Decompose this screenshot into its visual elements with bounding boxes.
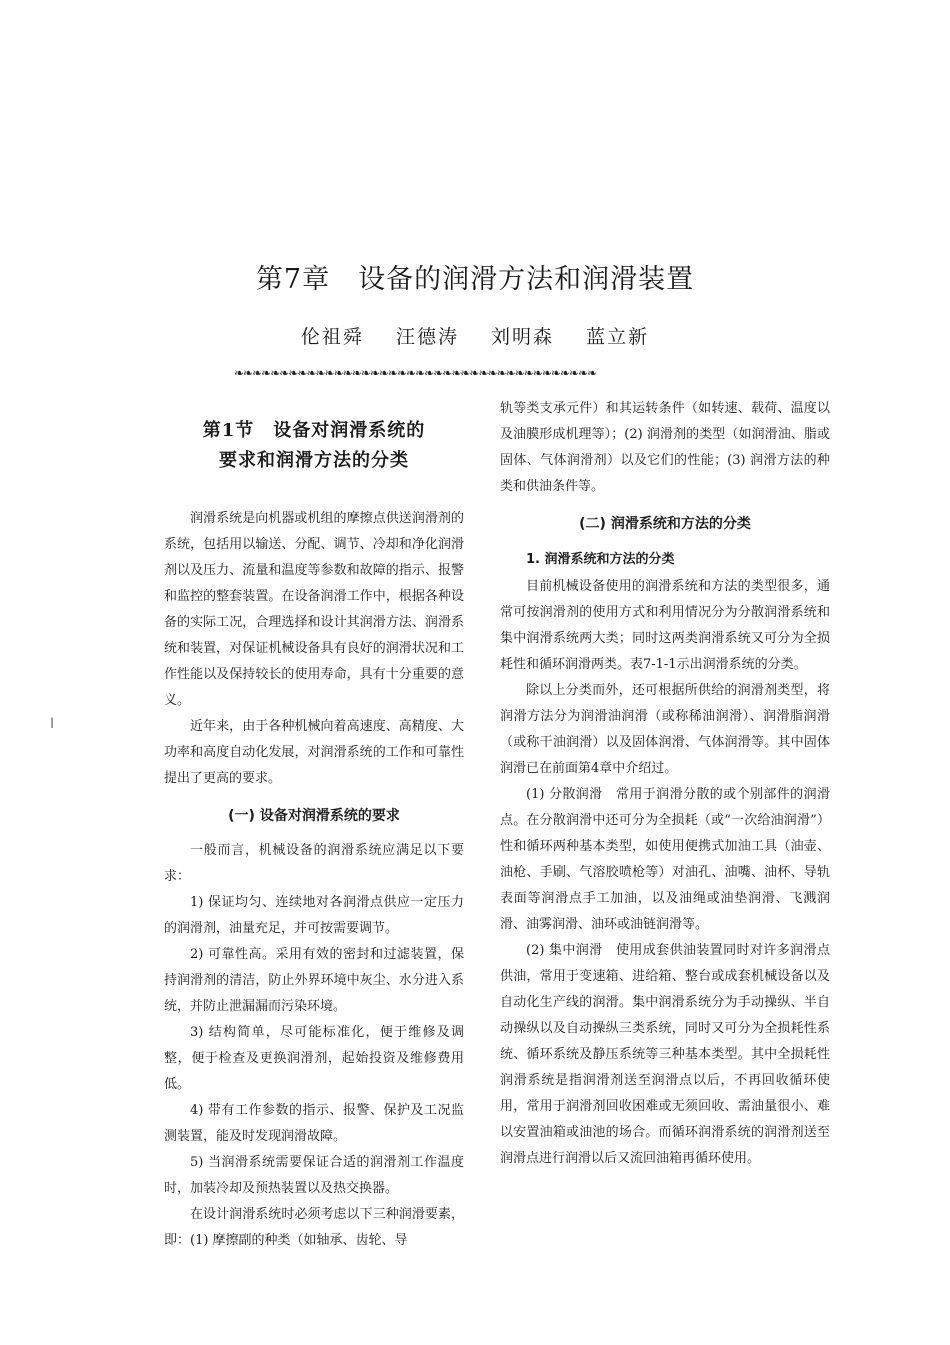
list-item: 4) 带有工作参数的指示、报警、保护及工况监测装置，能及时发现润滑故障。: [164, 1103, 464, 1144]
left-column: [164, 396, 464, 1254]
subsection-heading: (一) 设备对润滑系统的要求: [228, 808, 400, 824]
author-name: 伦祖舜: [300, 326, 364, 348]
paragraph: 目前机械设备使用的润滑系统和方法的类型很多，通常可按润滑剂的使用方式和利用情况分为分散润滑系统和集中润滑系统两大类；同时这两类润滑系统又可分为全损耗性和循环润滑两类。表7-1-1示出润滑系统的分类。: [500, 579, 830, 672]
right-column: [500, 396, 830, 1172]
paragraph: 在设计润滑系统时必须考虑以下三种润滑要素，即：(1) 摩擦副的种类（如轴承、齿轮、导: [164, 1207, 464, 1248]
list-item: 2) 可靠性高。采用有效的密封和过滤装置，保持润滑剂的清洁，防止外界环境中灰尘、水分进入系统，并防止泄漏漏而污染环境。: [164, 947, 464, 1014]
author-name: 刘明森: [491, 326, 555, 348]
paragraph: 除以上分类而外，还可根据所供给的润滑剂类型，将润滑方法分为润滑油润滑（或称稀油润滑）、润滑脂润滑（或称干油润滑）以及固体润滑、气体润滑等。其中固体润滑已在前面第4章中介绍过。: [500, 683, 830, 776]
paragraph: (2) 集中润滑 使用成套供油装置同时对许多润滑点供油，常用于变速箱、进给箱、整台或成套机械设备以及自动化生产线的润滑。集中润滑系统分为手动操纵、半自动操纵以及自动操纵三类系统，同时又可分为全损耗性系统、循环系统及静压系统等三种基本类型。其中全损耗性润滑系统是指润滑剂送至润滑点以后，不再回收循环使用，常用于润滑剂回收困难或无须回收、需油量很小、难以安置油箱或油池的场合。而循环润滑系统的润滑剂送至润滑点进行润滑以后又流回油箱再循环使用。: [500, 943, 830, 1166]
paragraph: 轨等类支承元件）和其运转条件（如转速、载荷、温度以及油膜形成机理等）；(2) 润滑剂的类型（如润滑油、脂或固体、气体润滑剂）以及它们的性能；(3) 润滑方法的种类和供油条件等。: [500, 401, 830, 494]
margin-mark: ǀ: [50, 716, 55, 732]
section-title-line-2: 要求和润滑方法的分类: [219, 450, 409, 471]
author-list: [0, 322, 950, 349]
list-item: 3) 结构简单，尽可能标准化，便于维修及调整，便于检查及更换润滑剂，起始投资及维修费用低。: [164, 1025, 464, 1092]
list-item: 5) 当润滑系统需要保证合适的润滑剂工作温度时，加装冷却及预热装置以及热交换器。: [164, 1155, 464, 1196]
section-title: [164, 416, 464, 476]
paragraph: 一般而言，机械设备的润滑系统应满足以下要求：: [164, 843, 464, 884]
chapter-title: 第7章 设备的润滑方法和润滑装置: [255, 264, 695, 295]
list-item: 1) 保证均匀、连续地对各润滑点供应一定压力的润滑剂，油量充足，并可按需要调节。: [164, 895, 464, 936]
author-name: 汪德涛: [395, 326, 459, 348]
section-title-line-1: 第1节 设备对润滑系统的: [202, 420, 426, 441]
author-name: 蓝立新: [586, 326, 650, 348]
paragraph: 近年来，由于各种机械向着高速度、高精度、大功率和高度自动化发展，对润滑系统的工作和可靠性提出了更高的要求。: [164, 719, 464, 786]
subsection-heading: (二) 润滑系统和方法的分类: [579, 516, 751, 532]
ornamental-divider: ❧❧❧❧❧❧❧❧❧❧❧❧❧❧❧❧❧❧❧❧❧❧❧❧❧❧❧❧❧❧❧❧❧❧❧❧❧❧❧❧: [234, 366, 597, 380]
subsubsection-heading: 1. 润滑系统和方法的分类: [526, 552, 675, 567]
paragraph: (1) 分散润滑 常用于润滑分散的或个别部件的润滑点。在分散润滑中还可分为全损耗（或“一次给油润滑”）性和循环两种基本类型，如使用便携式加油工具（油壶、油枪、手刷、气溶胶喷枪等）对油孔、油嘴、油杯、导轨表面等润滑点手工加油，以及油绳或油垫润滑、飞溅润滑、油雾润滑、油环或油链润滑等。: [500, 787, 830, 932]
paragraph: 润滑系统是向机器或机组的摩擦点供送润滑剂的系统，包括用以输送、分配、调节、冷却和净化润滑剂以及压力、流量和温度等参数和故障的指示、报警和监控的整套装置。在设备润滑工作中，根据各种设备的实际工况，合理选择和设计其润滑方法、润滑系统和装置，对保证机械设备具有良好的润滑状况和工作性能以及保持较长的使用寿命，具有十分重要的意义。: [164, 511, 464, 708]
